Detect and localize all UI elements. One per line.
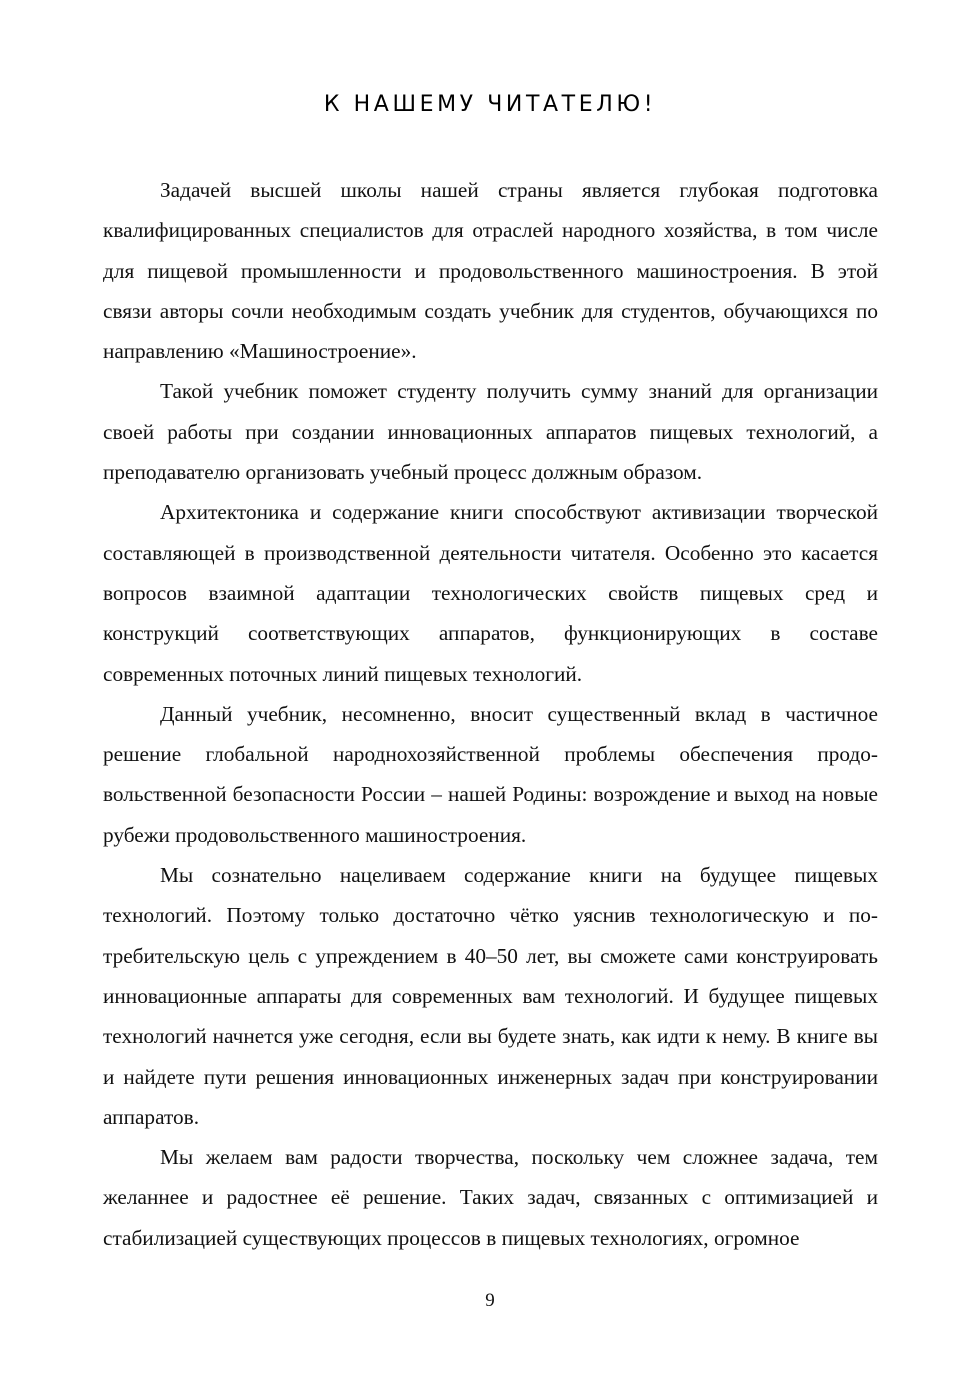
paragraph: Задачей высшей школы нашей страны является глубокая подготовка квалифицированных специалистов для отраслей народного хозяйства, в том числе для пищевой промышленности и продовольственного машиностроения. В этой связи авторы сочли необходимым создать учебник для студентов, обучающихся по направлению «Машиностроение». bbox=[103, 178, 878, 364]
paragraph: Архитектоника и содержание книги способствуют активизации творческой составляющей в производственной деятельности читателя. Особенно это касается вопросов взаимной адаптации технологических свойств пищевых сред и конструкций соответствующих аппаратов, функционирующих в составе современных поточных линий пищевых технологий. bbox=[103, 500, 878, 686]
paragraph: Мы сознательно нацеливаем содержание книги на будущее пищевых технологий. Поэтому только достаточно чётко уяснив технологическую и потребительскую цель с упреждением в 40–50 лет, вы сможете сами конструировать инновационные аппараты для современных вам технологий. И будущее пищевых технологий начнется уже сегодня, если вы будете знать, как идти к нему. В книге вы и найдете пути решения инновационных инженерных задач при конструировании аппаратов. bbox=[103, 863, 878, 1129]
body-text bbox=[103, 170, 878, 1258]
page-title: К НАШЕМУ ЧИТАТЕЛЮ! bbox=[323, 92, 657, 117]
page-number: 9 bbox=[485, 1290, 495, 1311]
paragraph: Мы желаем вам радости творчества, поскольку чем сложнее задача, тем желаннее и радостнее её решение. Таких задач, связанных с оптимизацией и стабилизацией существующих процессов в пищевых технологиях, огромное bbox=[103, 1145, 878, 1250]
paragraph: Такой учебник поможет студенту получить сумму знаний для организации своей работы при создании инновационных аппаратов пищевых технологий, а преподавателю организовать учебный процесс должным образом. bbox=[103, 379, 878, 485]
paragraph: Данный учебник, несомненно, вносит существенный вклад в частичное решение глобальной народнохозяйственной проблемы обеспечения продовольственной безопасности России – нашей Родины: возрождение и выход на новые рубежи продовольственного машиностроения. bbox=[103, 701, 878, 847]
